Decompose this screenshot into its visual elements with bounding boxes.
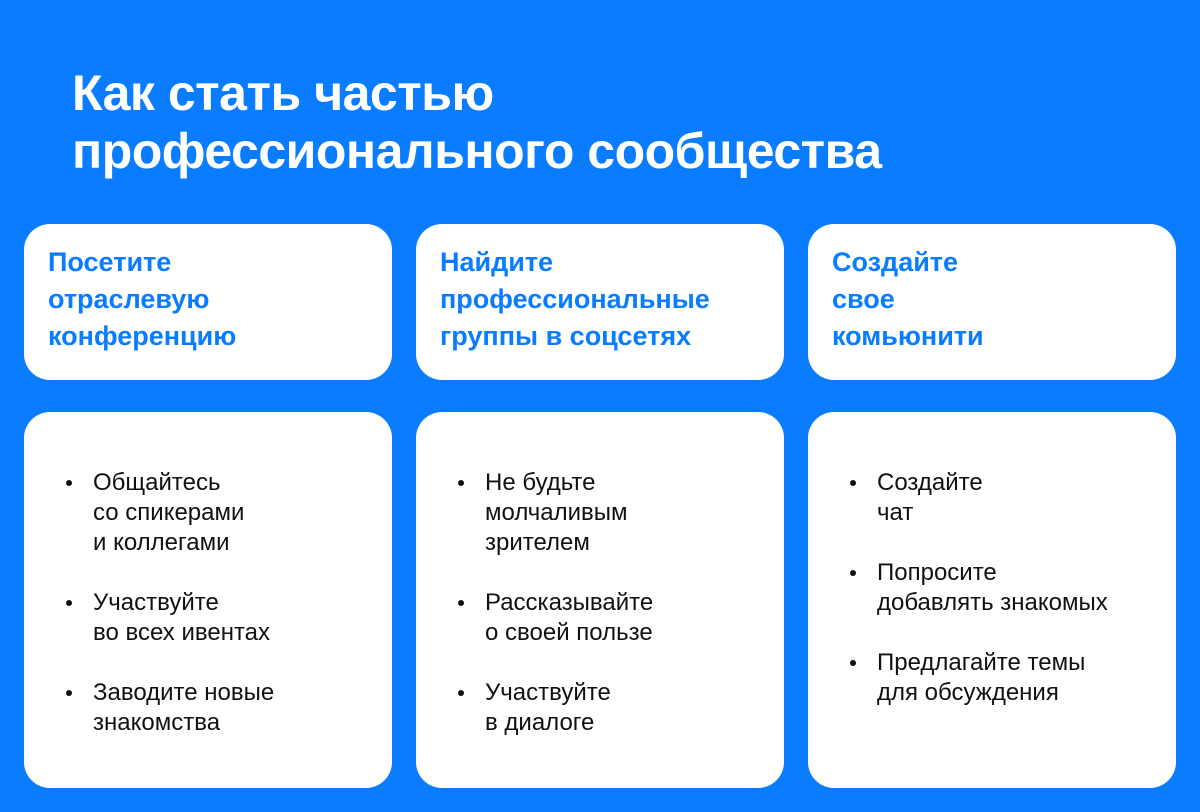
bullet-dot-icon bbox=[850, 660, 856, 666]
tip-line: Попросите bbox=[877, 559, 997, 586]
card-heading-line: конференцию bbox=[48, 321, 237, 351]
tip-line: Участвуйте bbox=[485, 679, 611, 706]
tip-item bbox=[458, 588, 760, 648]
card-heading-line: группы в соцсетях bbox=[440, 321, 692, 351]
tip-item bbox=[66, 678, 368, 738]
card-heading-line: Найдите bbox=[440, 247, 554, 277]
tip-line: знакомства bbox=[93, 709, 221, 736]
tip-line: во всех ивентах bbox=[93, 619, 271, 646]
tip-item bbox=[458, 468, 760, 558]
card-tips-conference bbox=[24, 412, 392, 788]
tip-item bbox=[850, 558, 1152, 618]
tip-line: о своей пользе bbox=[485, 619, 653, 646]
card-heading-line: комьюнити bbox=[832, 321, 984, 351]
bullet-dot-icon bbox=[66, 690, 72, 696]
card-tips-community bbox=[808, 412, 1176, 788]
tip-item bbox=[850, 468, 1152, 528]
tip-line: Предлагайте темы bbox=[877, 649, 1086, 676]
tip-item bbox=[66, 468, 368, 558]
tip-line: Заводите новые bbox=[93, 679, 275, 706]
tip-line: зрителем bbox=[485, 529, 590, 556]
card-heading-line: Посетите bbox=[48, 247, 172, 277]
bullet-dot-icon bbox=[458, 600, 464, 606]
card-heading-community bbox=[808, 224, 1176, 380]
card-heading-line: отраслевую bbox=[48, 284, 210, 314]
card-heading-line: свое bbox=[832, 284, 895, 314]
tips-list bbox=[66, 468, 368, 738]
tip-line: и коллегами bbox=[93, 529, 230, 556]
tip-line: в диалоге bbox=[485, 709, 595, 736]
tip-line: Общайтесь bbox=[93, 469, 221, 496]
tip-line: молчаливым bbox=[485, 499, 628, 526]
bullet-dot-icon bbox=[850, 570, 856, 576]
card-heading-line: профессиональные bbox=[440, 284, 710, 314]
card-heading-line: Создайте bbox=[832, 247, 959, 277]
tip-line: Создайте bbox=[877, 469, 983, 496]
page-title bbox=[72, 64, 882, 180]
tip-line: добавлять знакомых bbox=[877, 589, 1108, 616]
tips-list bbox=[458, 468, 760, 738]
tip-line: Участвуйте bbox=[93, 589, 219, 616]
page-title-line-1: Как стать частью bbox=[72, 65, 494, 121]
card-heading-social-groups bbox=[416, 224, 784, 380]
tip-item bbox=[850, 648, 1152, 708]
bullet-dot-icon bbox=[458, 690, 464, 696]
bullet-dot-icon bbox=[850, 480, 856, 486]
tip-line: для обсуждения bbox=[877, 679, 1059, 706]
bullet-dot-icon bbox=[458, 480, 464, 486]
tip-line: Рассказывайте bbox=[485, 589, 654, 616]
tip-line: со спикерами bbox=[93, 499, 245, 526]
tip-item bbox=[458, 678, 760, 738]
tip-item bbox=[66, 588, 368, 648]
tip-line: Не будьте bbox=[485, 469, 596, 496]
tip-line: чат bbox=[877, 499, 914, 526]
page-title-line-2: профессионального сообщества bbox=[72, 123, 882, 179]
bullet-dot-icon bbox=[66, 600, 72, 606]
card-heading-conference bbox=[24, 224, 392, 380]
bullet-dot-icon bbox=[66, 480, 72, 486]
tips-list bbox=[850, 468, 1152, 708]
card-tips-social-groups bbox=[416, 412, 784, 788]
